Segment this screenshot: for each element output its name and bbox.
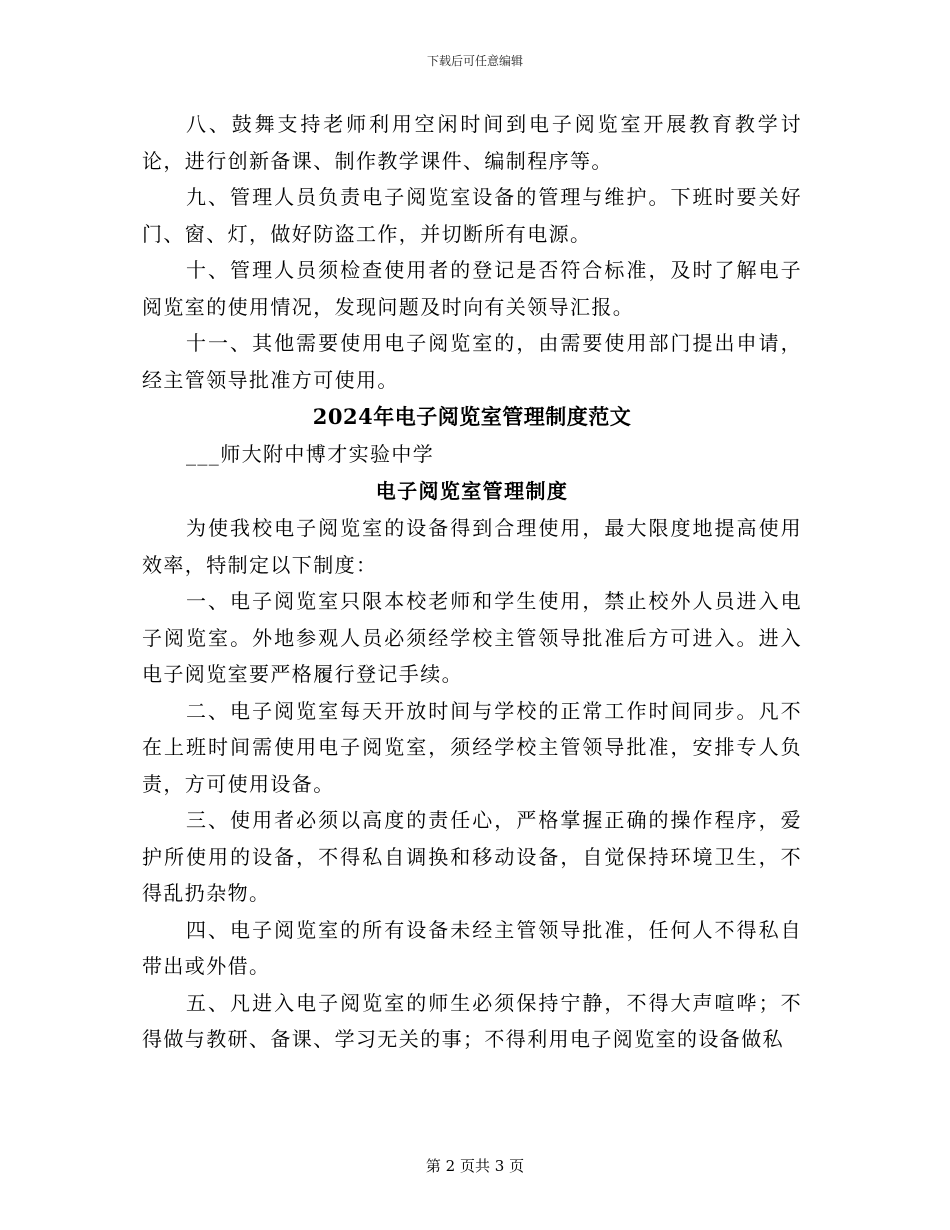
intro-paragraph: 为使我校电子阅览室的设备得到合理使用，最大限度地提高使用效率，特制定以下制度： [142,516,802,577]
paragraph-item-11: 十一、其他需要使用电子阅览室的，由需要使用部门提出申请，经主管领导批准方可使用。 [142,331,802,392]
rule-paragraph-5: 五、凡进入电子阅览室的师生必须保持宁静，不得大声喧哗；不得做与教研、备课、学习无关的事；不得利用电子阅览室的设备做私 [142,990,802,1051]
page-footer: 第 2 页共 3 页 [425,1157,525,1175]
section-title: 电子阅览室管理制度 [375,479,569,503]
document-body [142,106,802,1058]
paragraph-item-9: 九、管理人员负责电子阅览室设备的管理与维护。下班时要关好门、窗、灯，做好防盗工作，并切断所有电源。 [142,185,802,246]
school-name: ___师大附中博才实验中学 [186,442,435,466]
rule-paragraph-4: 四、电子阅览室的所有设备未经主管领导批准，任何人不得私自带出或外借。 [142,917,802,978]
rule-paragraph-2: 二、电子阅览室每天开放时间与学校的正常工作时间同步。凡不在上班时间需使用电子阅览室，须经学校主管领导批准，安排专人负责，方可使用设备。 [142,698,802,796]
paragraph-item-8: 八、鼓舞支持老师利用空闲时间到电子阅览室开展教育教学讨论，进行创新备课、制作教学课件、编制程序等。 [142,112,802,173]
paragraph-item-10: 十、管理人员须检查使用者的登记是否符合标准，及时了解电子阅览室的使用情况，发现问题及时向有关领导汇报。 [142,258,802,319]
rule-paragraph-1: 一、电子阅览室只限本校老师和学生使用，禁止校外人员进入电子阅览室。外地参观人员必须经学校主管领导批准后方可进入。进入电子阅览室要严格履行登记手续。 [142,589,802,686]
rule-paragraph-3: 三、使用者必须以高度的责任心，严格掌握正确的操作程序，爱护所使用的设备，不得私自调换和移动设备，自觉保持环境卫生，不得乱扔杂物。 [142,808,802,905]
document-title: 2024年电子阅览室管理制度范文 [312,404,632,429]
page-header: 下载后可任意编辑 [426,54,523,68]
